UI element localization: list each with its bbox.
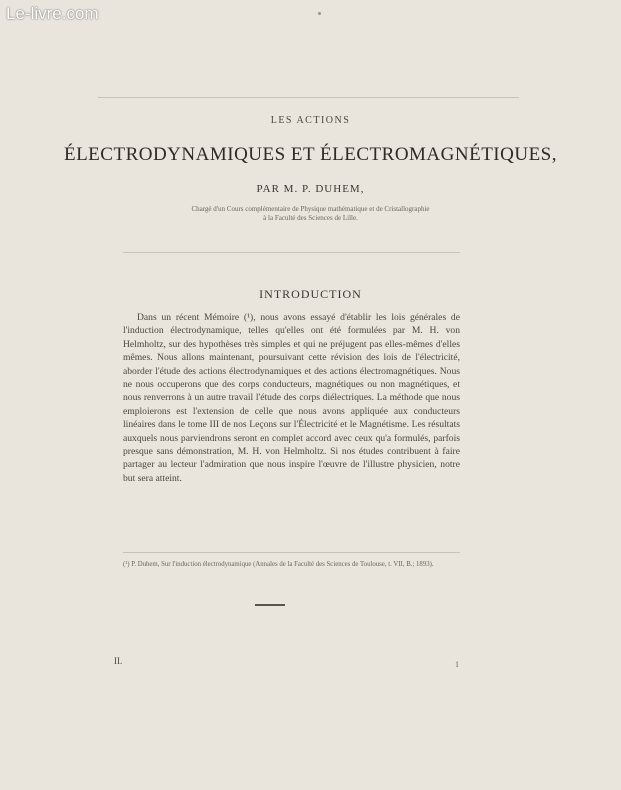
site-watermark: Le-livre.com [6, 4, 99, 23]
body-text [123, 311, 460, 485]
header-rule [123, 252, 460, 253]
body-paragraph: Dans un récent Mémoire (¹), nous avons essayé d'établir les lois générales de l'induction électrodynamique, telles qu'elles ont été formulées par M. H. von Helmholtz, sur des hypothèses très simples et qui ne préjugent pas elles-mêmes d'elles mêmes. Nous allons maintenant, poursuivant cette révision des lois de l'électricité, aborder l'étude des actions électrodynamiques et des actions électromagnétiques. Nous ne nous occuperons que des corps conducteurs, magnétiques ou non magnétiques, et nous renverrons à un autre travail l'étude des corps diélectriques. La méthode que nous emploierons est l'extension de celle que nous avons appliquée aux conducteurs linéaires dans le tome III de nos Leçons sur l'Électricité et le Magnétisme. Les résultats auxquels nous parviendrons seront en complet accord avec ceux qu'a formulés, parfois presque sans démonstration, M. H. von Helmholtz. Si nos études contribuent à faire partager au lecteur l'admiration que nous inspire l'œuvre de l'illustre physicien, notre but sera atteint. [123, 312, 460, 484]
author-line: PAR M. P. DUHEM, [256, 183, 365, 195]
page-number: 1 [455, 660, 459, 669]
signature-mark: II. [114, 656, 123, 666]
pre-title: LES ACTIONS [270, 115, 351, 126]
top-rule [98, 97, 519, 98]
affiliation-line-1: Chargé d'un Cours complémentaire de Physique mathématique et de Cristallographie [191, 205, 430, 213]
affiliation-line-2: à la Faculté des Sciences de Lille. [263, 214, 358, 222]
footnote-rule [123, 552, 460, 553]
section-heading: INTRODUCTION [259, 287, 362, 301]
main-title: ÉLECTRODYNAMIQUES ET ÉLECTROMAGNÉTIQUES, [63, 144, 558, 165]
footnote: (¹) P. Duhem, Sur l'induction électrodynamique (Annales de la Faculté des Sciences de Toulouse, t. VII, B.; 1893). [123, 561, 434, 568]
end-rule [255, 604, 285, 606]
top-mark [318, 12, 321, 15]
